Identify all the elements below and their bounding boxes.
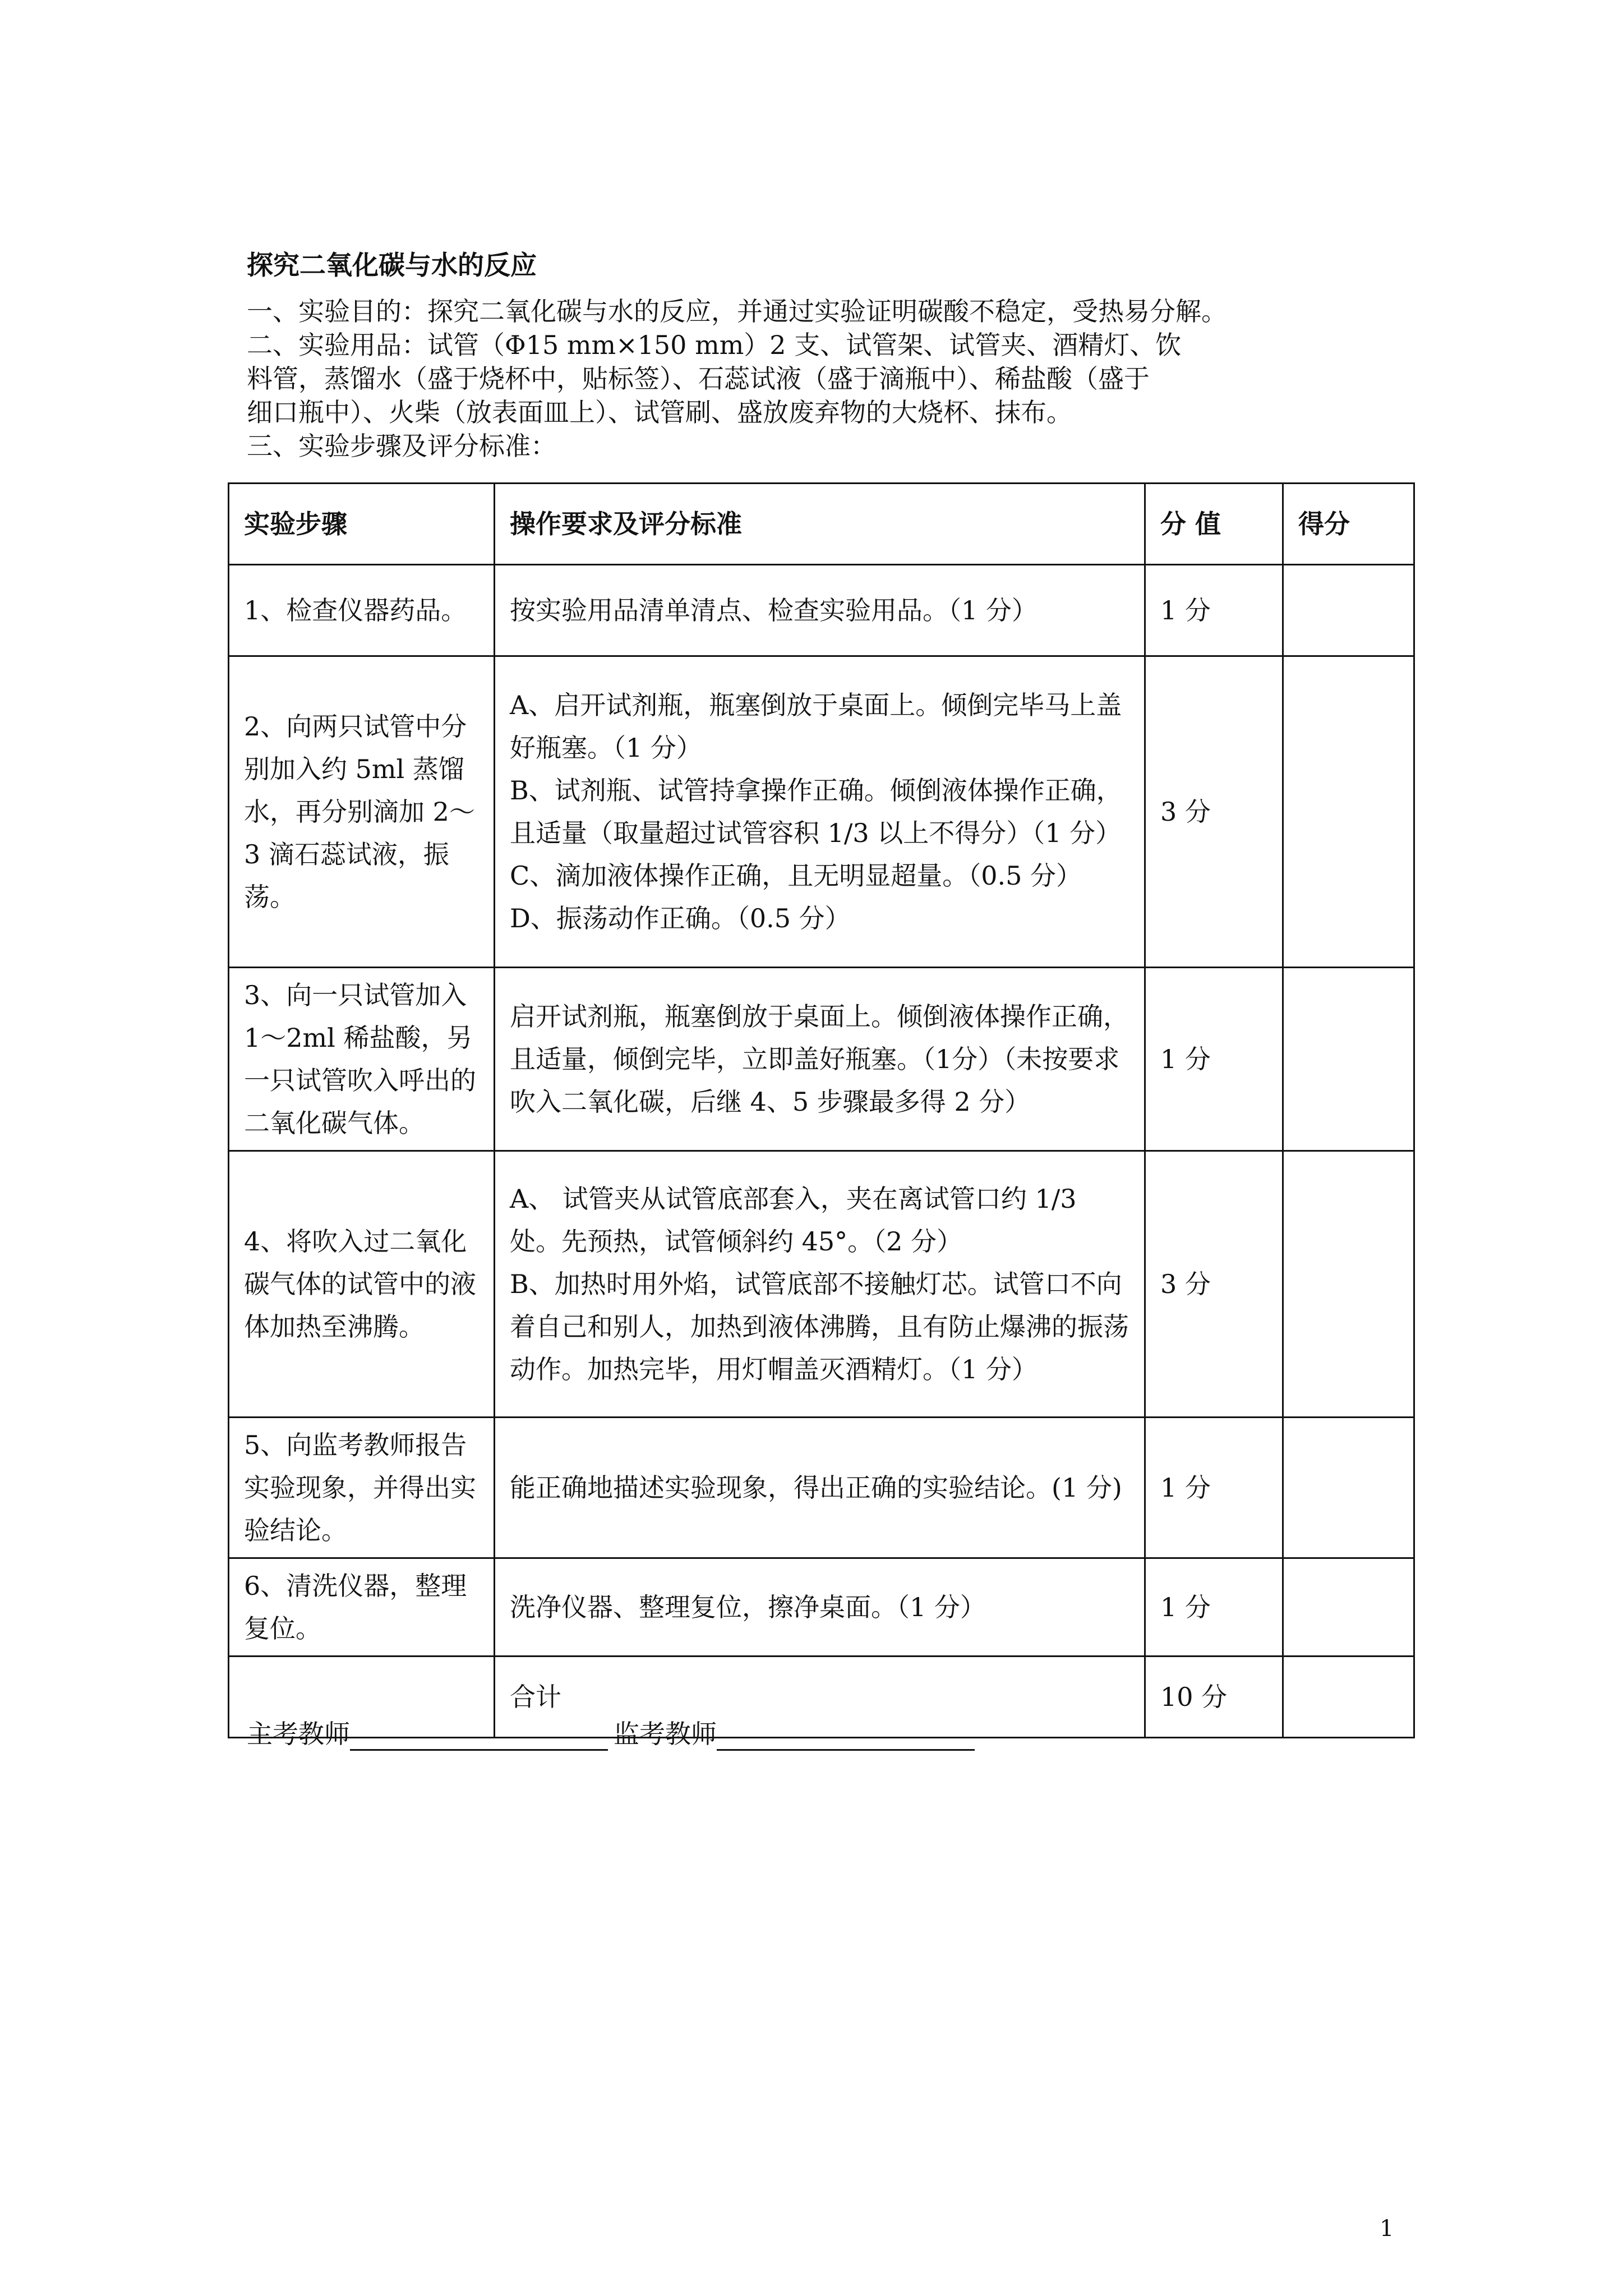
intro-section <box>247 295 1413 463</box>
score-cell: 1 分 <box>1145 1418 1283 1558</box>
score-cell: 1 分 <box>1145 1558 1283 1657</box>
requirement-text: B、试剂瓶、试管持拿操作正确。倾倒液体操作正确，且适量（取量超过试管容积 1/3 以上不得分）（1 分） <box>510 775 1122 848</box>
requirement-text: A、 试管夹从试管底部套入，夹在离试管口约 1/3 处。先预热，试管倾斜约 45°。（2 分） <box>510 1184 1077 1257</box>
intro-line: 三、实验步骤及评分标准： <box>247 431 556 461</box>
earned-score-cell[interactable] <box>1283 968 1414 1151</box>
earned-score-cell[interactable] <box>1283 1151 1414 1418</box>
intro-line: 料管，蒸馏水（盛于烧杯中，贴标签）、石蕊试液（盛于滴瓶中）、稀盐酸（盛于 <box>247 364 1150 394</box>
header-step: 实验步骤 <box>229 484 495 565</box>
score-cell: 3 分 <box>1145 1151 1283 1418</box>
requirement-cell <box>495 1418 1145 1558</box>
score-cell: 1 分 <box>1145 968 1283 1151</box>
requirement-text: 洗净仪器、整理复位，擦净桌面。（1 分） <box>510 1592 986 1622</box>
requirement-cell <box>495 1151 1145 1418</box>
step-cell: 3、向一只试管加入 1～2ml 稀盐酸，另一只试管吹入呼出的二氧化碳气体。 <box>229 968 495 1151</box>
requirement-text: C、滴加液体操作正确，且无明显超量。（0.5 分） <box>510 861 1082 891</box>
requirement-text: A、启开试剂瓶，瓶塞倒放于桌面上。倾倒完毕马上盖好瓶塞。（1 分） <box>510 690 1122 763</box>
examiner-signature-blank[interactable] <box>350 1723 608 1751</box>
proctor-signature-blank[interactable] <box>717 1723 975 1751</box>
earned-score-cell[interactable] <box>1283 1558 1414 1657</box>
intro-line: 一、实验目的：探究二氧化碳与水的反应，并通过实验证明碳酸不稳定，受热易分解。 <box>247 296 1227 326</box>
score-cell: 1 分 <box>1145 565 1283 656</box>
intro-line: 二、实验用品：试管（Φ15 mm×150 mm）2 支、试管架、试管夹、酒精灯、饮 <box>247 330 1182 360</box>
total-label: 合计 <box>510 1682 561 1712</box>
requirement-cell <box>495 656 1145 968</box>
header-points-earned: 得分 <box>1283 484 1414 565</box>
score-cell: 3 分 <box>1145 656 1283 968</box>
table-row <box>229 968 1414 1151</box>
requirement-cell <box>495 968 1145 1151</box>
page-number: 1 <box>1380 2216 1394 2242</box>
intro-line: 细口瓶中）、火柴（放表面皿上）、试管刷、盛放废弃物的大烧杯、抹布。 <box>247 397 1072 427</box>
requirement-text: 能正确地描述实验现象，得出正确的实验结论。(1 分) <box>510 1473 1122 1503</box>
header-score-value: 分 值 <box>1145 484 1283 565</box>
signature-line <box>247 1714 980 1751</box>
requirement-text: 启开试剂瓶，瓶塞倒放于桌面上。倾倒液体操作正确，且适量，倾倒完毕，立即盖好瓶塞。（1分）（未按要求吹入二氧化碳，后继 4、5 步骤最多得 2 分） <box>510 1001 1129 1117</box>
table-header-row <box>229 484 1414 565</box>
earned-total-cell[interactable] <box>1283 1657 1414 1738</box>
document-title: 探究二氧化碳与水的反应 <box>247 250 537 281</box>
table-row <box>229 1418 1414 1558</box>
table-row <box>229 656 1414 968</box>
requirement-cell <box>495 1558 1145 1657</box>
earned-score-cell[interactable] <box>1283 1418 1414 1558</box>
proctor-label: 监考教师 <box>614 1719 717 1749</box>
requirement-cell <box>495 565 1145 656</box>
table-row <box>229 565 1414 656</box>
header-requirements: 操作要求及评分标准 <box>495 484 1145 565</box>
step-cell: 4、将吹入过二氧化碳气体的试管中的液体加热至沸腾。 <box>229 1151 495 1418</box>
requirement-text: D、振荡动作正确。（0.5 分） <box>510 903 851 933</box>
total-score-cell: 10 分 <box>1145 1657 1283 1738</box>
table-row <box>229 1151 1414 1418</box>
table-row <box>229 1558 1414 1657</box>
scoring-table <box>228 482 1415 1738</box>
examiner-label: 主考教师 <box>247 1719 350 1749</box>
step-cell: 1、检查仪器药品。 <box>229 565 495 656</box>
requirement-text: B、加热时用外焰，试管底部不接触灯芯。试管口不向着自己和别人，加热到液体沸腾，且有防止爆沸的振荡动作。加热完毕，用灯帽盖灭酒精灯。（1 分） <box>510 1269 1129 1384</box>
requirement-text: 按实验用品清单清点、检查实验用品。（1 分） <box>510 595 1038 625</box>
step-cell: 2、向两只试管中分别加入约 5ml 蒸馏水，再分别滴加 2～3 滴石蕊试液，振荡。 <box>229 656 495 968</box>
step-cell: 6、清洗仪器，整理复位。 <box>229 1558 495 1657</box>
earned-score-cell[interactable] <box>1283 565 1414 656</box>
earned-score-cell[interactable] <box>1283 656 1414 968</box>
step-cell: 5、向监考教师报告实验现象，并得出实验结论。 <box>229 1418 495 1558</box>
